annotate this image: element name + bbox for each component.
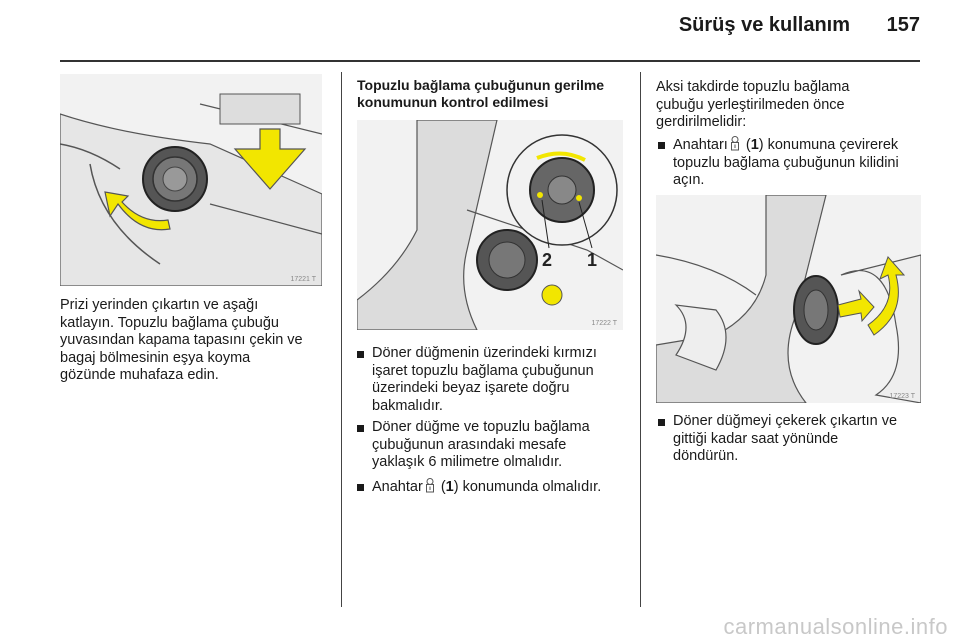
- text-line: [673, 136, 941, 155]
- text-line: çubuğu yerleştirilmeden önce: [656, 96, 845, 113]
- knob-release-illustration: [656, 195, 921, 403]
- bullet-item: [357, 345, 647, 415]
- text-line: Döner düğme ve topuzlu bağlama: [372, 419, 590, 435]
- figure-tension-check: [357, 120, 623, 330]
- text-line: işaret topuzlu bağlama çubuğunun: [372, 362, 594, 379]
- text-line: Aksi takdirde topuzlu bağlama: [656, 79, 850, 95]
- text-line: gittiği kadar saat yönünde: [673, 430, 839, 447]
- text-line: topuzlu bağlama çubuğunun kilidini: [673, 154, 899, 171]
- bullet-marker: [357, 484, 364, 491]
- bullet-text-open: (: [436, 479, 446, 495]
- text-line: Prizi yerinden çıkartın ve aşağı: [60, 297, 259, 313]
- figure-number: 17221 T: [290, 276, 316, 283]
- bullet-text-open: (: [741, 137, 751, 153]
- bullet-text-bold: 1: [445, 479, 454, 495]
- heading-line: konumunun kontrol edilmesi: [357, 94, 549, 110]
- bullet-item: [658, 413, 941, 466]
- column-divider-1: [341, 72, 342, 607]
- bullet-marker: [658, 142, 665, 149]
- figure-knob-release: [656, 195, 921, 403]
- key-icon: [425, 478, 435, 493]
- figure-callout-1: 1: [587, 250, 598, 270]
- section-title: Sürüş ve kullanım: [678, 14, 850, 36]
- text-line: Döner düğmeyi çekerek çıkartın ve: [673, 413, 898, 429]
- socket-illustration: [60, 74, 322, 286]
- figure-number: 17222 T: [591, 320, 617, 327]
- tension-illustration: [357, 120, 623, 330]
- bullet-item: [357, 419, 647, 472]
- text-line: gerdirilmelidir:: [656, 114, 747, 130]
- text-line: çubuğunun arasındaki mesafe: [372, 436, 567, 453]
- bullet-marker: [658, 419, 665, 426]
- key-icon: [730, 136, 740, 151]
- heading-line: Topuzlu bağlama çubuğunun gerilme: [357, 77, 605, 93]
- bullet-marker: [357, 425, 364, 432]
- text-line: açın.: [673, 172, 705, 188]
- text-line: bagaj bölmesinin eşya koyma: [60, 349, 251, 366]
- bullet-text-bold: 1: [750, 137, 759, 153]
- col1-paragraph: [60, 297, 335, 385]
- figure-number: 17223 T: [889, 393, 915, 400]
- bullet-item: [658, 136, 941, 190]
- bullet-item: [357, 478, 647, 497]
- figure-callout-2: 2: [542, 250, 553, 270]
- text-line: katlayın. Topuzlu bağlama çubuğu: [60, 314, 279, 331]
- col3-paragraph: [656, 79, 926, 132]
- header-rule: [60, 60, 920, 62]
- text-line: üzerindeki beyaz işarete doğru: [372, 380, 570, 396]
- bullet-marker: [357, 351, 364, 358]
- text-line: döndürün.: [673, 448, 739, 464]
- bullet-text-post: ) konumunda olmalıdır.: [453, 479, 602, 495]
- text-line: gözünde muhafaza edin.: [60, 367, 219, 383]
- bullet-text-pre: Anahtarı: [673, 137, 728, 153]
- text-line: bakmalıdır.: [372, 397, 443, 414]
- column-divider-2: [640, 72, 641, 607]
- text-line: [372, 478, 647, 497]
- figure-socket-fold: [60, 74, 322, 286]
- bullet-text-post: ) konumuna çevirerek: [758, 137, 899, 153]
- section-heading: [357, 77, 637, 111]
- text-line: Döner düğmenin üzerindeki kırmızı: [372, 345, 597, 361]
- text-line: yuvasından kapama tapasını çekin ve: [60, 332, 303, 348]
- text-line: yaklaşık 6 milimetre olmalıdır.: [372, 454, 563, 470]
- watermark: carmanualsonline.info: [723, 614, 948, 639]
- bullet-text-pre: Anahtar: [372, 479, 423, 495]
- page-number: 157: [886, 14, 920, 36]
